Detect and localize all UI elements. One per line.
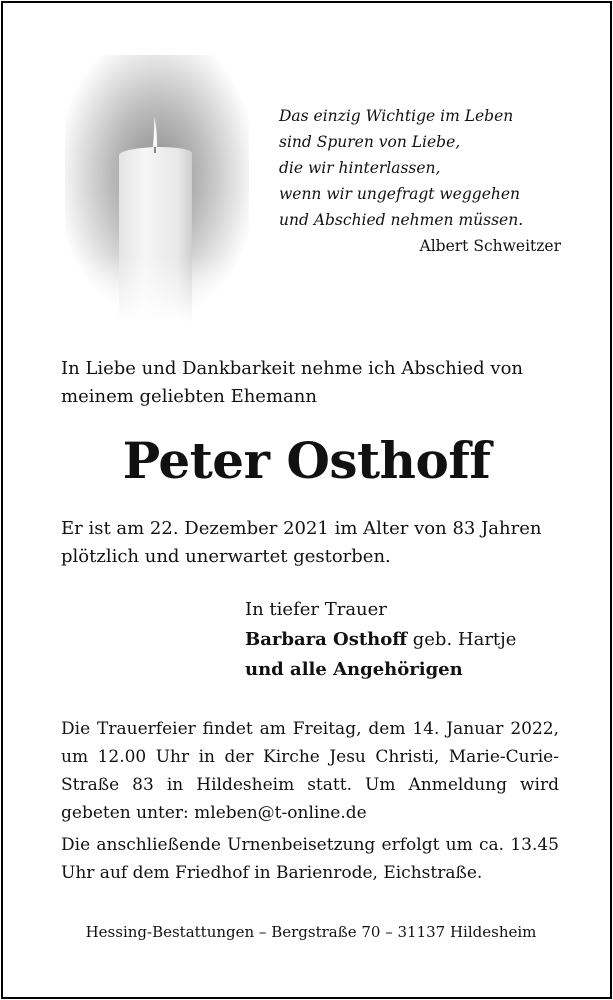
spouse-maiden-name: geb. Hartje <box>407 629 517 650</box>
relatives-text: und alle Angehörigen <box>245 659 463 680</box>
spouse-line <box>245 625 565 655</box>
intro-line: In Liebe und Dankbarkeit nehme ich Abschied von <box>61 358 524 379</box>
deceased-name: Peter Osthoff <box>122 431 491 490</box>
mourners-heading: In tiefer Trauer <box>245 599 387 620</box>
urn-burial-text: Die anschließende Urnenbeisetzung erfolgt um ca. 13.45 Uhr auf dem Friedhof in Barienrode, Eichstraße. <box>61 835 559 883</box>
quote-line: sind Spuren von Liebe, <box>279 133 461 151</box>
service-details <box>61 715 559 891</box>
intro-line: meinem geliebten Ehemann <box>61 386 317 407</box>
spouse-name: Barbara Osthoff <box>245 629 408 650</box>
quote-author: Albert Schweitzer <box>419 237 561 255</box>
death-notice <box>61 515 561 571</box>
quote-line: wenn wir ungefragt weggehen <box>279 185 521 203</box>
quote-line: die wir hinterlassen, <box>279 159 441 177</box>
farewell-intro <box>61 355 561 411</box>
funeral-home-footer: Hessing-Bestattungen – Bergstraße 70 – 31137 Hildesheim <box>85 923 537 941</box>
relatives-line <box>245 655 565 685</box>
quote-line: und Abschied nehmen müssen. <box>279 211 524 229</box>
memorial-quote <box>279 103 561 259</box>
quote-line: Das einzig Wichtige im Leben <box>279 107 514 125</box>
obituary-card <box>1 1 612 999</box>
death-notice-line: Er ist am 22. Dezember 2021 im Alter von 83 Jahren <box>61 518 542 539</box>
candle-icon <box>65 55 249 323</box>
mourners-block <box>245 595 565 685</box>
funeral-service-text: Die Trauerfeier findet am Freitag, dem 14. Januar 2022, um 12.00 Uhr in der Kirche Jesu Christi, Marie-Curie-Straße 83 in Hildesheim statt. Um Anmeldung wird gebeten unter: mleben@t-online.de <box>61 719 559 823</box>
death-notice-line: plötzlich und unerwartet gestorben. <box>61 546 391 567</box>
